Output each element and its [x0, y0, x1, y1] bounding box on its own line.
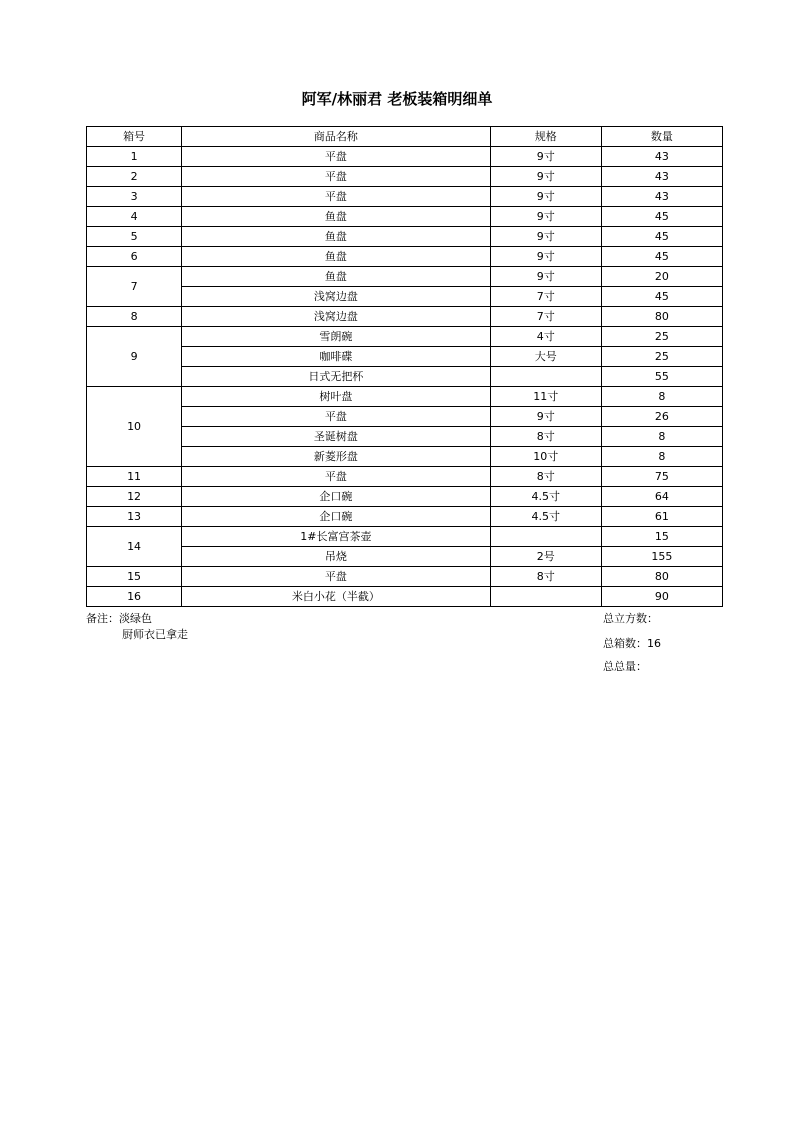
spec-cell: 9寸 — [490, 207, 601, 227]
table-row — [87, 227, 723, 247]
total-boxes-label: 总箱数： — [603, 637, 647, 650]
product-name-cell: 浅窝边盘 — [182, 287, 490, 307]
quantity-cell: 25 — [601, 327, 722, 347]
table-row — [87, 167, 723, 187]
product-name-cell: 鱼盘 — [182, 227, 490, 247]
box-number-cell: 11 — [87, 467, 182, 487]
spec-cell: 9寸 — [490, 267, 601, 287]
total-boxes-value: 16 — [647, 637, 661, 650]
quantity-cell: 155 — [601, 547, 722, 567]
quantity-cell: 25 — [601, 347, 722, 367]
product-name-cell: 米白小花（半截） — [182, 587, 490, 607]
total-boxes — [603, 635, 661, 651]
product-name-cell: 鱼盘 — [182, 247, 490, 267]
quantity-cell: 43 — [601, 187, 722, 207]
quantity-cell: 61 — [601, 507, 722, 527]
box-number-cell: 15 — [87, 567, 182, 587]
table-row — [87, 507, 723, 527]
total-volume-label: 总立方数： — [603, 612, 658, 625]
table-row — [87, 387, 723, 407]
header-spec: 规格 — [490, 127, 601, 147]
spec-cell: 9寸 — [490, 187, 601, 207]
spec-cell: 9寸 — [490, 167, 601, 187]
box-number-cell: 9 — [87, 327, 182, 387]
product-name-cell: 平盘 — [182, 567, 490, 587]
spec-cell — [490, 367, 601, 387]
product-name-cell: 树叶盘 — [182, 387, 490, 407]
table-header-row — [87, 127, 723, 147]
table-row — [87, 587, 723, 607]
box-number-cell: 10 — [87, 387, 182, 467]
table-row — [87, 267, 723, 287]
quantity-cell: 8 — [601, 447, 722, 467]
product-name-cell: 日式无把杯 — [182, 367, 490, 387]
table-row — [87, 407, 723, 427]
table-row — [87, 307, 723, 327]
table-row — [87, 207, 723, 227]
box-number-cell: 14 — [87, 527, 182, 567]
packing-list-table — [86, 126, 723, 607]
product-name-cell: 鱼盘 — [182, 267, 490, 287]
table-row — [87, 567, 723, 587]
spec-cell: 9寸 — [490, 147, 601, 167]
spec-cell: 大号 — [490, 347, 601, 367]
box-number-cell: 1 — [87, 147, 182, 167]
box-number-cell: 12 — [87, 487, 182, 507]
header-quantity: 数量 — [601, 127, 722, 147]
table-row — [87, 327, 723, 347]
table-row — [87, 427, 723, 447]
table-row — [87, 447, 723, 467]
remarks-line-2: 厨师衣已拿走 — [122, 628, 188, 641]
spec-cell: 8寸 — [490, 467, 601, 487]
box-number-cell: 5 — [87, 227, 182, 247]
product-name-cell: 平盘 — [182, 167, 490, 187]
quantity-cell: 45 — [601, 227, 722, 247]
product-name-cell: 平盘 — [182, 407, 490, 427]
quantity-cell: 26 — [601, 407, 722, 427]
product-name-cell: 吊烧 — [182, 547, 490, 567]
box-number-cell: 7 — [87, 267, 182, 307]
spec-cell: 9寸 — [490, 227, 601, 247]
spec-cell: 9寸 — [490, 407, 601, 427]
product-name-cell: 浅窝边盘 — [182, 307, 490, 327]
quantity-cell: 8 — [601, 427, 722, 447]
table-row — [87, 487, 723, 507]
table-row — [87, 147, 723, 167]
remarks-line-1: 淡绿色 — [119, 612, 152, 625]
spec-cell: 4寸 — [490, 327, 601, 347]
product-name-cell: 雪朗碗 — [182, 327, 490, 347]
quantity-cell: 55 — [601, 367, 722, 387]
table-row — [87, 187, 723, 207]
quantity-cell: 45 — [601, 287, 722, 307]
table-row — [87, 247, 723, 267]
spec-cell: 7寸 — [490, 287, 601, 307]
table-row — [87, 527, 723, 547]
box-number-cell: 8 — [87, 307, 182, 327]
box-number-cell: 6 — [87, 247, 182, 267]
quantity-cell: 20 — [601, 267, 722, 287]
box-number-cell: 13 — [87, 507, 182, 527]
table-row — [87, 547, 723, 567]
table-row — [87, 287, 723, 307]
quantity-cell: 75 — [601, 467, 722, 487]
total-weight — [603, 658, 647, 674]
table-row — [87, 467, 723, 487]
box-number-cell: 16 — [87, 587, 182, 607]
product-name-cell: 平盘 — [182, 467, 490, 487]
spec-cell — [490, 587, 601, 607]
product-name-cell: 平盘 — [182, 147, 490, 167]
quantity-cell: 45 — [601, 207, 722, 227]
spec-cell: 8寸 — [490, 427, 601, 447]
spec-cell: 9寸 — [490, 247, 601, 267]
remarks-label: 备注： — [86, 612, 119, 625]
product-name-cell: 鱼盘 — [182, 207, 490, 227]
quantity-cell: 90 — [601, 587, 722, 607]
spec-cell: 10寸 — [490, 447, 601, 467]
product-name-cell: 1#长富宫茶壶 — [182, 527, 490, 547]
document-title: 阿军/林丽君 老板装箱明细单 — [301, 90, 493, 108]
quantity-cell: 45 — [601, 247, 722, 267]
box-number-cell: 2 — [87, 167, 182, 187]
product-name-cell: 平盘 — [182, 187, 490, 207]
quantity-cell: 64 — [601, 487, 722, 507]
box-number-cell: 3 — [87, 187, 182, 207]
table-row — [87, 347, 723, 367]
product-name-cell: 圣诞树盘 — [182, 427, 490, 447]
spec-cell: 4.5寸 — [490, 487, 601, 507]
spec-cell: 8寸 — [490, 567, 601, 587]
header-product-name: 商品名称 — [182, 127, 490, 147]
total-volume — [603, 610, 658, 626]
header-box-number: 箱号 — [87, 127, 182, 147]
product-name-cell: 企口碗 — [182, 487, 490, 507]
quantity-cell: 43 — [601, 147, 722, 167]
spec-cell: 11寸 — [490, 387, 601, 407]
quantity-cell: 15 — [601, 527, 722, 547]
spec-cell — [490, 527, 601, 547]
spec-cell: 2号 — [490, 547, 601, 567]
product-name-cell: 企口碗 — [182, 507, 490, 527]
product-name-cell: 新菱形盘 — [182, 447, 490, 467]
spec-cell: 4.5寸 — [490, 507, 601, 527]
quantity-cell: 8 — [601, 387, 722, 407]
total-weight-label: 总总量： — [603, 660, 647, 673]
table-row — [87, 367, 723, 387]
spec-cell: 7寸 — [490, 307, 601, 327]
box-number-cell: 4 — [87, 207, 182, 227]
quantity-cell: 43 — [601, 167, 722, 187]
quantity-cell: 80 — [601, 307, 722, 327]
remarks — [86, 611, 188, 643]
product-name-cell: 咖啡碟 — [182, 347, 490, 367]
quantity-cell: 80 — [601, 567, 722, 587]
